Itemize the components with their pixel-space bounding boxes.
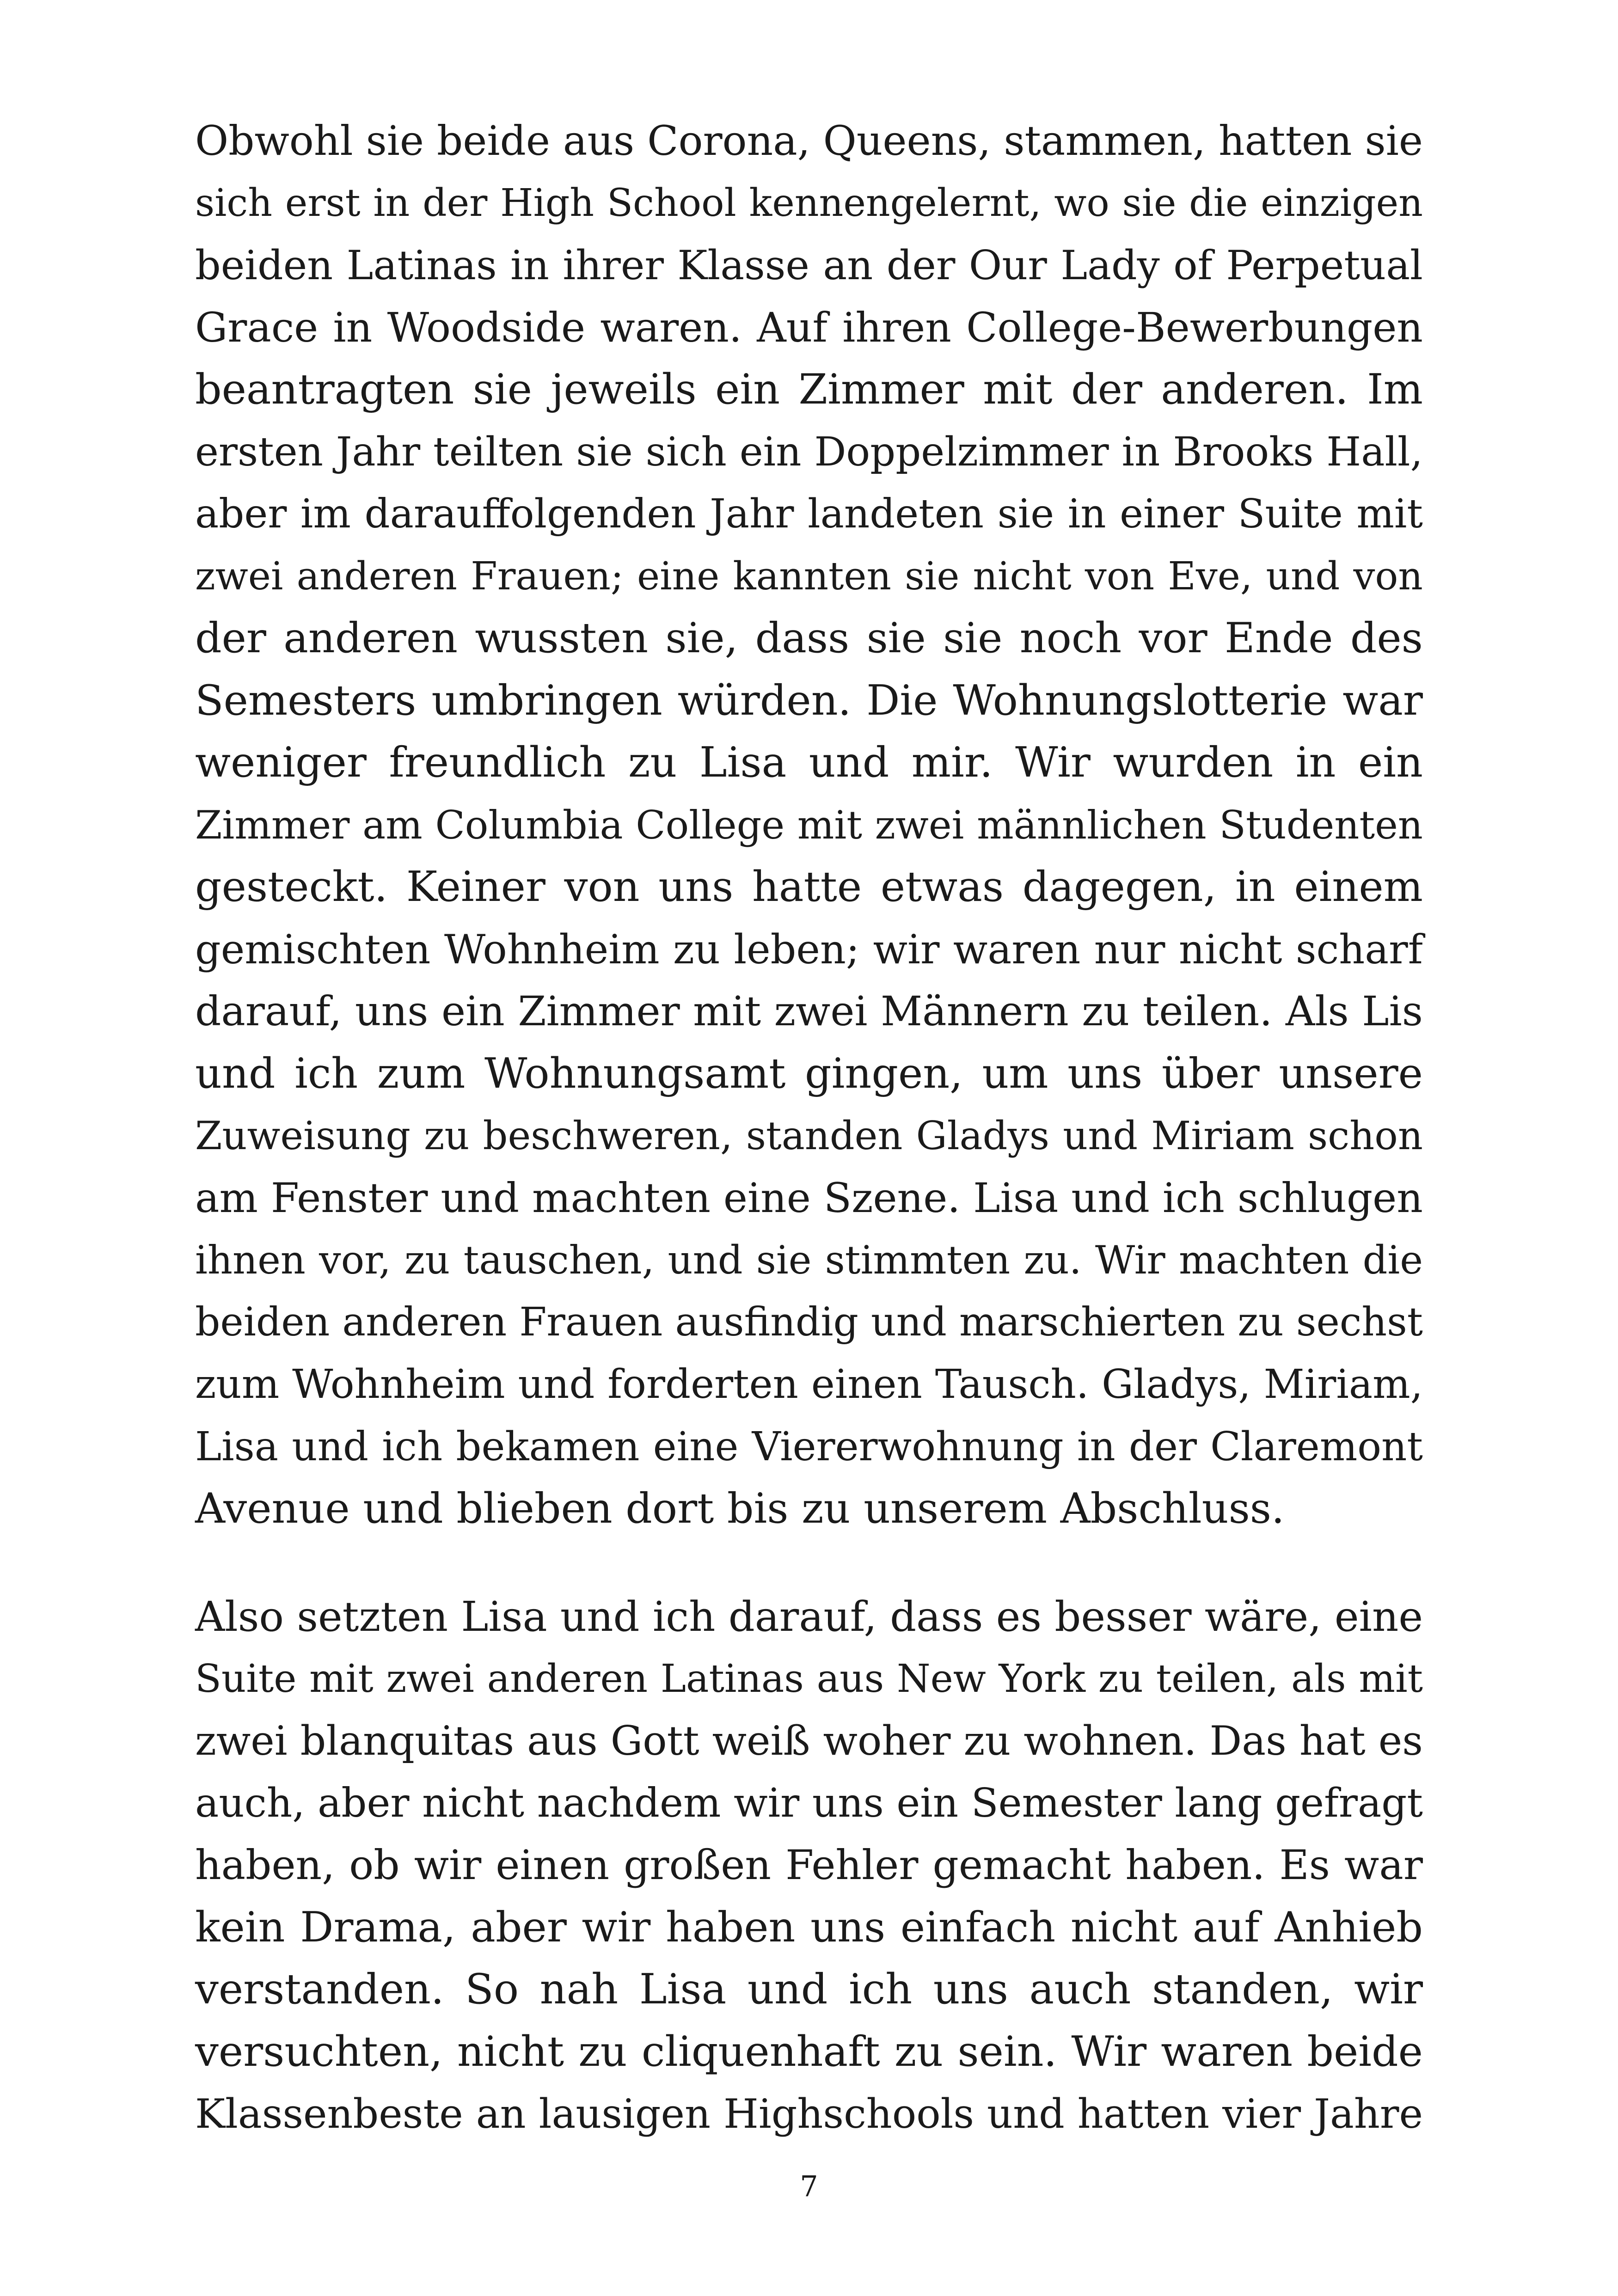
text-line: verstanden. So nah Lisa und ich uns auch standen, wir <box>195 1965 1423 2014</box>
text-line: aber im darauffolgenden Jahr landeten sie in einer Suite mit <box>195 491 1423 537</box>
text-line: am Fenster und machten eine Szene. Lisa und ich schlugen <box>195 1174 1423 1222</box>
paragraph <box>195 1586 1423 2145</box>
text-line: auch, aber nicht nachdem wir uns ein Semester lang gefragt <box>195 1780 1423 1826</box>
paragraph <box>195 110 1423 1540</box>
text-line: zwei blanquitas aus Gott weiß woher zu wohnen. Das hat es <box>195 1717 1423 1764</box>
text-line: ersten Jahr teilten sie sich ein Doppelzimmer in Brooks Hall, <box>195 429 1423 475</box>
text-line: Suite mit zwei anderen Latinas aus New York zu teilen, als mit <box>195 1656 1423 1701</box>
text-line: Zuweisung zu beschweren, standen Gladys und Miriam schon <box>195 1113 1423 1158</box>
text-line: sich erst in der High School kennengelernt, wo sie die einzigen <box>195 181 1423 225</box>
text-line: Zimmer am Columbia College mit zwei männlichen Studenten <box>195 802 1423 848</box>
text-line: zum Wohnheim und forderten einen Tausch. Gladys, Miriam, <box>195 1361 1423 1408</box>
text-line: weniger freundlich zu Lisa und mir. Wir wurden in ein <box>195 738 1423 787</box>
text-line: Avenue und blieben dort bis zu unserem Abschluss. <box>195 1484 1285 1533</box>
text-line: ihnen vor, zu tauschen, und sie stimmten zu. Wir machten die <box>195 1237 1423 1283</box>
text-line: haben, ob wir einen großen Fehler gemacht haben. Es war <box>195 1841 1423 1889</box>
text-line: darauf, uns ein Zimmer mit zwei Männern zu teilen. Als Lis <box>195 987 1423 1035</box>
text-line: beantragten sie jeweils ein Zimmer mit der anderen. Im <box>195 365 1423 414</box>
text-line: Semesters umbringen würden. Die Wohnungslotterie war <box>195 676 1423 725</box>
text-line: der anderen wussten sie, dass sie sie noch vor Ende des <box>195 614 1423 662</box>
text-line: Grace in Woodside waren. Auf ihren College-Bewerbungen <box>195 303 1423 351</box>
page-number: 7 <box>800 2169 818 2203</box>
text-line: und ich zum Wohnungsamt gingen, um uns über unsere <box>195 1049 1423 1098</box>
text-line: kein Drama, aber wir haben uns einfach nicht auf Anhieb <box>195 1903 1423 1952</box>
text-line: Lisa und ich bekamen eine Viererwohnung in der Claremont <box>195 1423 1423 1470</box>
text-line: zwei anderen Frauen; eine kannten sie nicht von Eve, und von <box>195 553 1423 599</box>
text-line: beiden anderen Frauen ausfindig und marschierten zu sechst <box>195 1299 1423 1345</box>
text-line: Also setzten Lisa und ich darauf, dass es besser wäre, eine <box>195 1592 1423 1641</box>
text-line: gemischten Wohnheim zu leben; wir waren nur nicht scharf <box>195 925 1423 973</box>
text-line: beiden Latinas in ihrer Klasse an der Our Lady of Perpetual <box>195 242 1423 289</box>
text-line: gesteckt. Keiner von uns hatte etwas dagegen, in einem <box>195 863 1423 911</box>
text-line: versuchten, nicht zu cliquenhaft zu sein. Wir waren beide <box>195 2027 1423 2076</box>
text-line: Obwohl sie beide aus Corona, Queens, stammen, hatten sie <box>195 117 1423 165</box>
text-line: Klassenbeste an lausigen Highschools und hatten vier Jahre <box>195 2090 1423 2137</box>
